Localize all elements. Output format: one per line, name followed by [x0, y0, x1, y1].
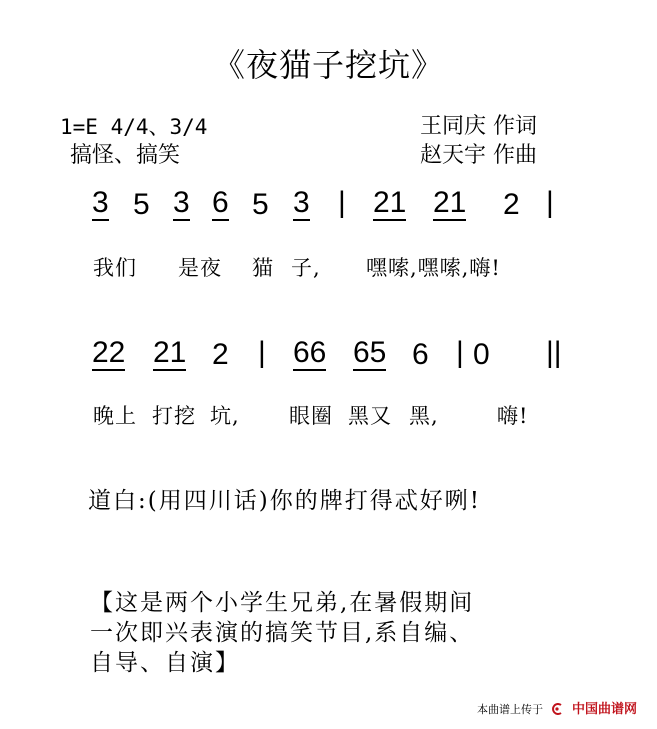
- upload-credit: [477, 698, 637, 717]
- bar-line: |: [456, 336, 464, 369]
- bar-line: |: [258, 336, 266, 369]
- site-name[interactable]: 中国曲谱网: [571, 702, 637, 717]
- lyric: 黑,: [409, 404, 439, 428]
- lyric: 我们: [93, 256, 137, 280]
- lyric: 黑又: [348, 404, 392, 428]
- bar-line: |: [546, 186, 554, 219]
- note: 5: [133, 188, 150, 221]
- spoken-dialog: 道白:(用四川话)你的牌打得忒好咧!: [88, 488, 481, 514]
- lyric: 嘿嗦,嘿嗦,嗨!: [366, 256, 501, 280]
- note: 66: [293, 336, 327, 369]
- key-and-meter: 1=E 4/4、3/4: [60, 115, 208, 139]
- note: 3: [92, 186, 109, 219]
- note: 6: [412, 338, 429, 371]
- credit-text: 本曲谱上传于: [476, 703, 543, 716]
- note: 3: [293, 186, 310, 219]
- note: 2: [503, 188, 520, 221]
- final-bar-line: ||: [546, 336, 562, 369]
- note: 22: [92, 336, 126, 369]
- note: 65: [353, 336, 387, 369]
- site-logo-icon: [550, 703, 564, 715]
- lyric: 晚上: [93, 404, 137, 428]
- lyric: 子,: [291, 256, 321, 280]
- lyricist-credit: 王同庆 作词: [420, 114, 537, 139]
- note: 6: [212, 186, 229, 219]
- lyric: 是夜: [178, 256, 222, 280]
- composer-credit: 赵天宇 作曲: [420, 143, 537, 168]
- performance-style: 搞怪、搞笑: [70, 143, 181, 168]
- lyric: 坑,: [210, 404, 240, 428]
- note: 2: [212, 338, 229, 371]
- note-line: 自导、自演】: [90, 650, 240, 676]
- note: 21: [373, 186, 407, 219]
- lyric: 眼圈: [289, 404, 333, 428]
- lyric: 猫: [252, 256, 274, 280]
- bar-line: |: [338, 186, 346, 219]
- note: 3: [173, 186, 190, 219]
- score-title: 《夜猫子挖坑》: [212, 46, 444, 84]
- lyric: 嗨!: [497, 404, 529, 428]
- note: 5: [252, 188, 269, 221]
- note: 21: [153, 336, 187, 369]
- note: 21: [433, 186, 467, 219]
- lyric: 打挖: [152, 404, 196, 428]
- note-line: 一次即兴表演的搞笑节目,系自编、: [90, 620, 475, 646]
- note: 0: [473, 338, 490, 371]
- note-line: 【这是两个小学生兄弟,在暑假期间: [90, 590, 475, 616]
